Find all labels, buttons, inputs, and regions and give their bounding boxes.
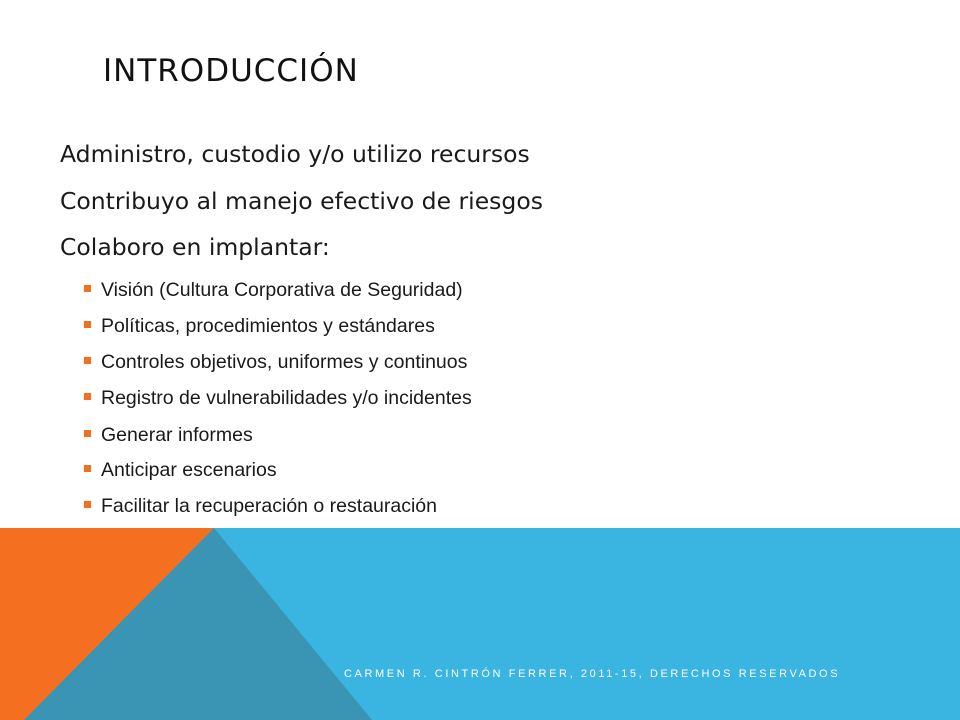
square-bullet-icon	[84, 321, 91, 328]
subpoint-item	[84, 458, 277, 482]
square-bullet-icon	[84, 430, 91, 437]
footer-copyright: CARMEN R. CINTRÓN FERRER, 2011-15, DERECHOS RESERVADOS	[344, 668, 841, 680]
point-riesgos: Contribuyo al manejo efectivo de riesgos	[60, 187, 543, 215]
subpoint-item	[84, 423, 253, 447]
subpoint-text: Facilitar la recuperación o restauración	[101, 495, 437, 517]
square-bullet-icon	[84, 465, 91, 472]
square-bullet-icon	[84, 285, 91, 292]
square-bullet-icon	[84, 393, 91, 400]
subpoint-item	[84, 278, 463, 302]
point-recursos: Administro, custodio y/o utilizo recursos	[60, 140, 530, 168]
subpoint-text: Visión (Cultura Corporativa de Seguridad)	[101, 279, 463, 301]
subpoint-text: Anticipar escenarios	[101, 459, 277, 481]
subpoint-item	[84, 350, 467, 374]
subpoint-item	[84, 494, 437, 518]
subpoint-item	[84, 386, 472, 410]
square-bullet-icon	[84, 357, 91, 364]
subpoint-text: Controles objetivos, uniformes y continuos	[101, 351, 468, 373]
subpoint-text: Políticas, procedimientos y estándares	[101, 315, 435, 337]
subpoint-text: Registro de vulnerabilidades y/o incidentes	[101, 387, 472, 409]
subpoint-item	[84, 314, 435, 338]
square-bullet-icon	[84, 501, 91, 508]
slide-title: INTRODUCCIÓN	[103, 53, 359, 89]
subpoint-text: Generar informes	[101, 424, 253, 446]
point-implantar: Colaboro en implantar:	[60, 233, 330, 261]
decorative-band	[0, 528, 960, 720]
